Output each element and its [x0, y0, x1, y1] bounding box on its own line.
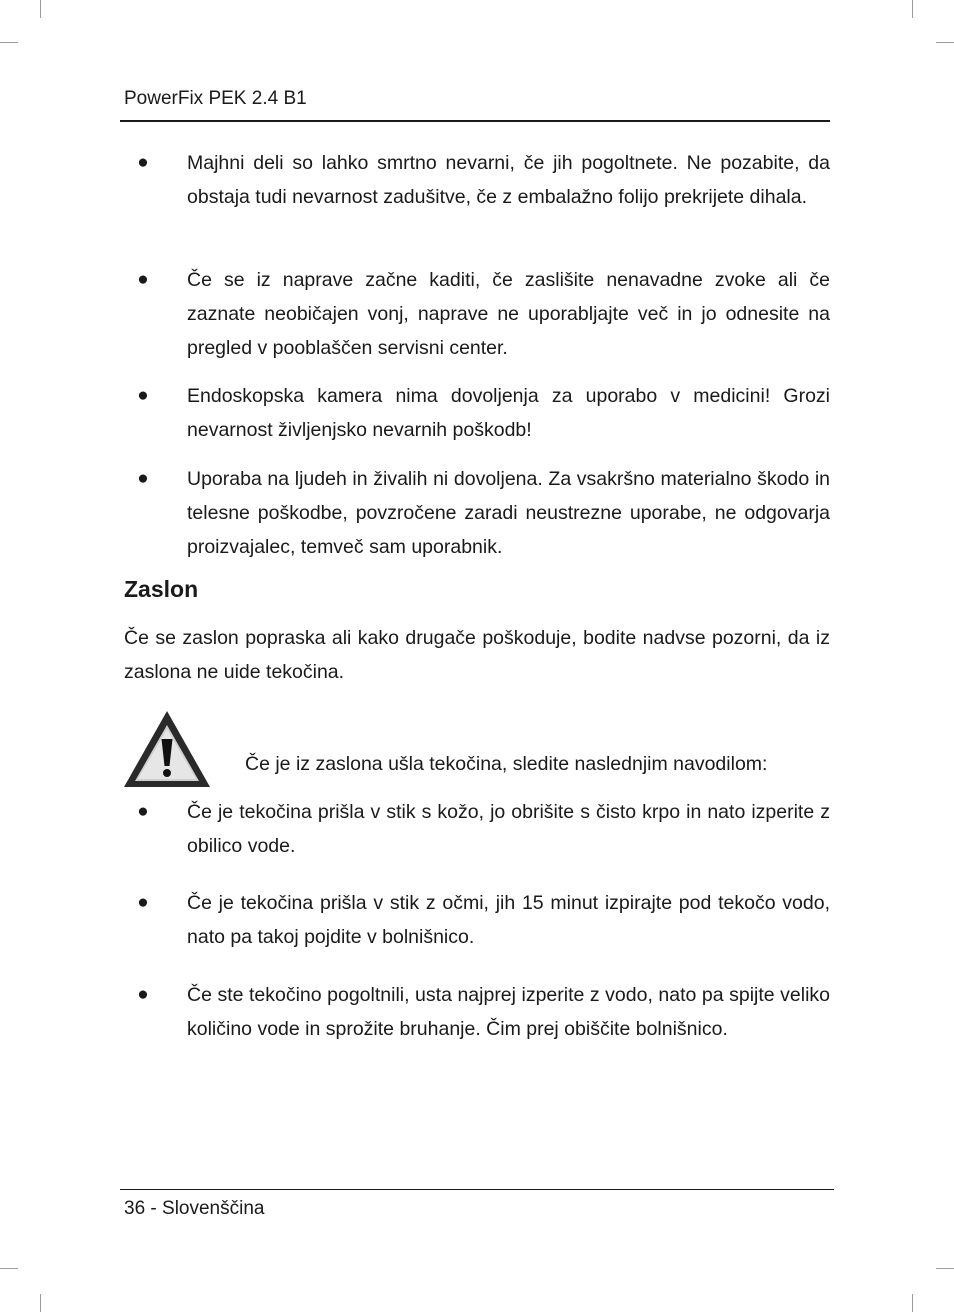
section-paragraph: Če se zaslon popraska ali kako drugače poškoduje, bodite nadvse pozorni, da iz zaslona ne uide tekočina.	[124, 627, 830, 683]
crop-mark	[936, 1268, 954, 1269]
crop-mark	[912, 0, 913, 18]
bullet-icon: ●	[137, 385, 149, 406]
bullet-icon: ●	[137, 468, 149, 489]
list-item-text: Če je tekočina prišla v stik z očmi, jih 15 minut izpirajte pod tekočo vodo, nato pa takoj pojdite v bolnišnico.	[187, 892, 830, 948]
crop-mark	[912, 1294, 913, 1312]
page-footer: 36 - Slovenščina	[124, 1198, 265, 1219]
header-rule	[120, 120, 830, 122]
bullet-icon: ●	[137, 269, 149, 290]
section-heading: Zaslon	[124, 576, 199, 602]
list-item-text: Endoskopska kamera nima dovoljenja za uporabo v medicini! Grozi nevarnost življenjsko nevarnih poškodb!	[187, 385, 830, 441]
footer-rule	[120, 1189, 834, 1190]
warning-intro: Če je iz zaslona ušla tekočina, sledite naslednjim navodilom:	[245, 753, 768, 775]
list-item-text: Če je tekočina prišla v stik s kožo, jo obrišite s čisto krpo in nato izperite z obilico vode.	[187, 801, 830, 857]
list-item-text: Če se iz naprave začne kaditi, če zaslišite nenavadne zvoke ali če zaznate neobičajen vonj, naprave ne uporabljajte več in jo odnesite na pregled v pooblaščen servisni center.	[187, 269, 830, 359]
list-item-text: Če ste tekočino pogoltnili, usta najprej izperite z vodo, nato pa spijte veliko količino vode in sprožite bruhanje. Čim prej obiščite bolnišnico.	[187, 984, 830, 1040]
list-item-text: Majhni deli so lahko smrtno nevarni, če jih pogoltnete. Ne pozabite, da obstaja tudi nevarnost zadušitve, če z embalažno folijo prekrijete dihala.	[187, 152, 830, 208]
bullet-icon: ●	[137, 801, 149, 822]
list-item-text: Uporaba na ljudeh in živalih ni dovoljena. Za vsakršno materialno škodo in telesne poškodbe, povzročene zaradi neustrezne uporabe, ne odgovarja proizvajalec, temveč sam uporabnik.	[187, 468, 830, 558]
bullet-icon: ●	[137, 892, 149, 913]
crop-mark	[40, 1294, 41, 1312]
crop-mark	[936, 42, 954, 43]
bullet-icon: ●	[137, 152, 149, 173]
crop-mark	[40, 0, 41, 18]
bullet-icon: ●	[137, 984, 149, 1005]
crop-mark	[0, 1268, 18, 1269]
running-header: PowerFix PEK 2.4 B1	[124, 88, 307, 109]
crop-mark	[0, 42, 18, 43]
warning-triangle-icon	[122, 709, 212, 789]
